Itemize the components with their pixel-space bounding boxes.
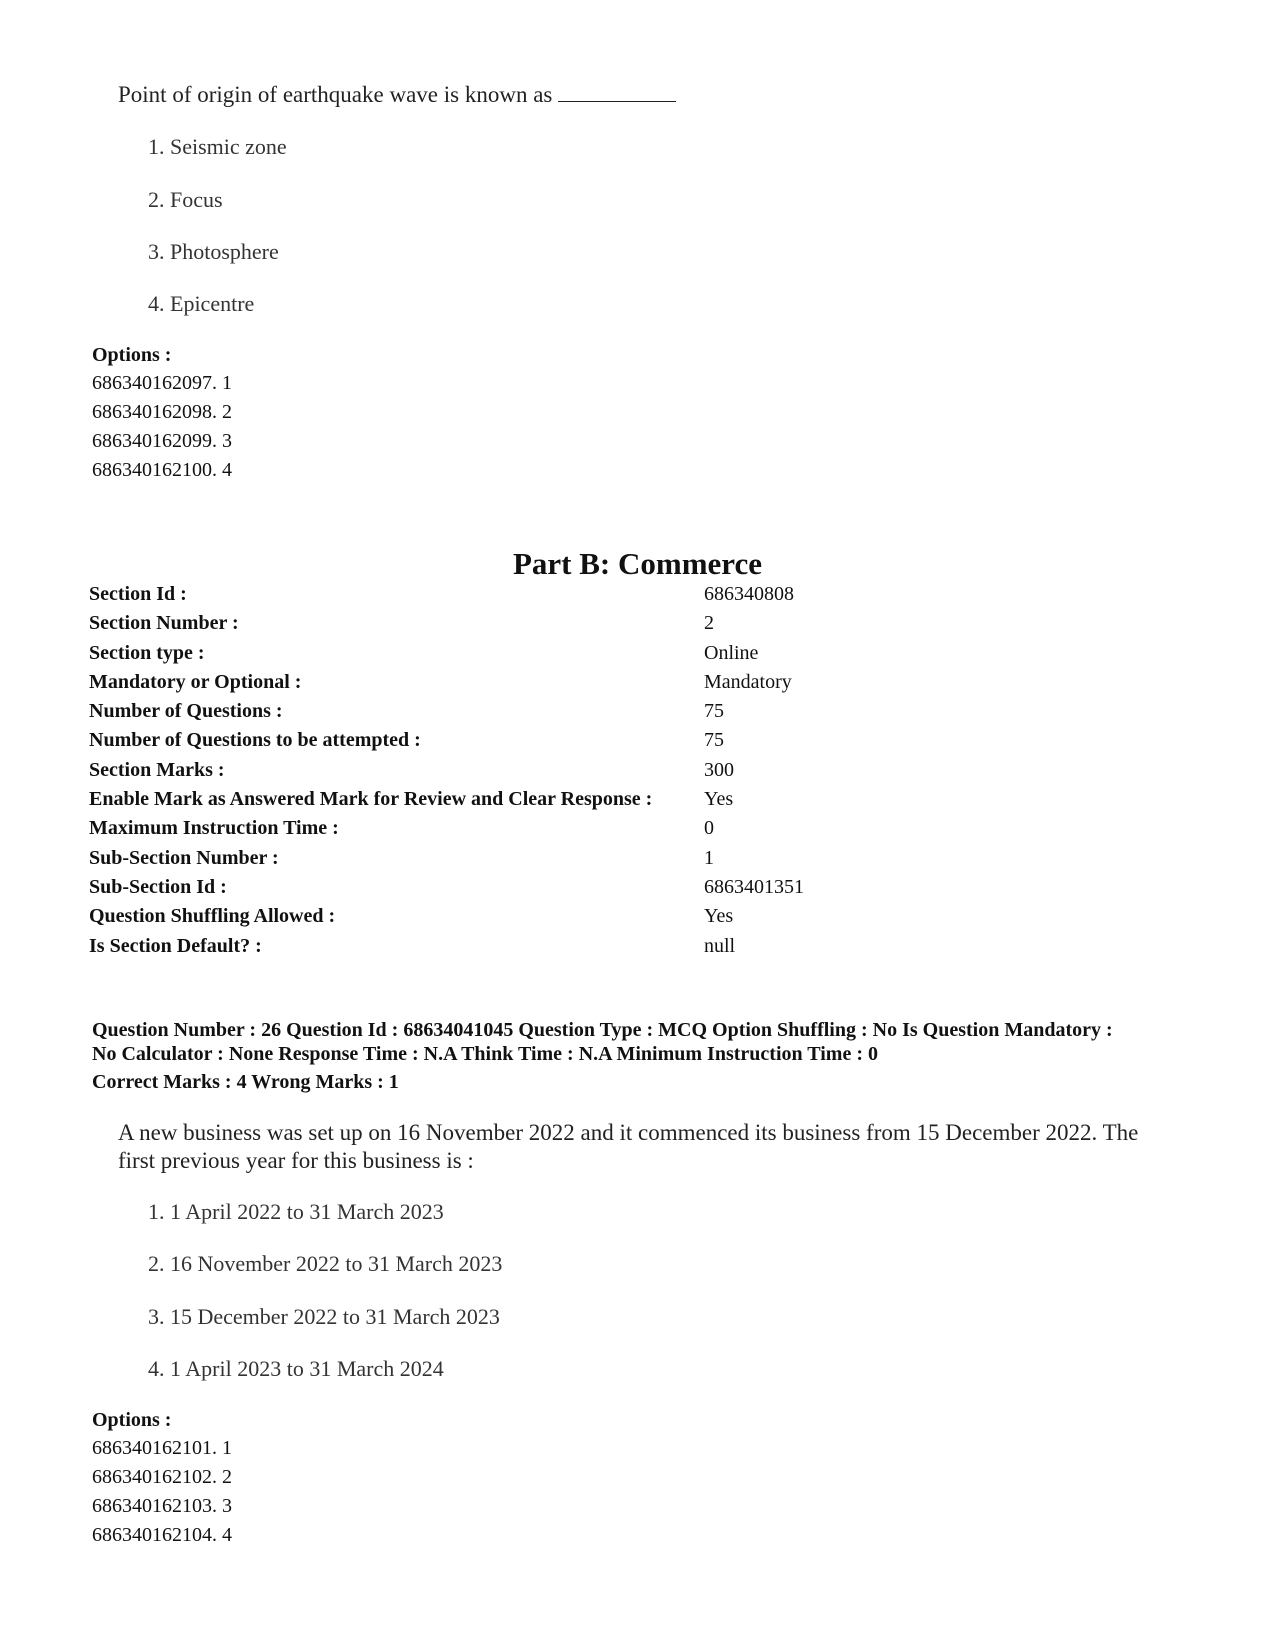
- section-info-value: 75: [704, 729, 724, 752]
- q2-choice-2: 2. 16 November 2022 to 31 March 2023: [148, 1251, 503, 1276]
- section-info-row: [89, 726, 1189, 755]
- section-info-row: [89, 609, 1189, 638]
- section-info-table: [89, 580, 1189, 961]
- q2-options-label: Options :: [92, 1409, 172, 1431]
- section-info-value: 300: [704, 758, 734, 781]
- question-2-stem: [118, 1119, 1138, 1175]
- section-info-value: 1: [704, 846, 714, 869]
- q2-choice-4: 4. 1 April 2023 to 31 March 2024: [148, 1356, 444, 1381]
- section-info-value: 6863401351: [704, 875, 804, 898]
- q2-meta-line-2: No Calculator : None Response Time : N.A Think Time : N.A Minimum Instruction Time : 0: [92, 1043, 878, 1065]
- part-title: Part B: Commerce: [512, 546, 763, 581]
- section-info-key: Maximum Instruction Time :: [89, 817, 339, 840]
- section-info-row: [89, 668, 1189, 697]
- q1-option-1: 686340162097. 1: [92, 372, 232, 394]
- section-info-row: [89, 932, 1189, 961]
- q1-choice-2: 2. Focus: [148, 187, 223, 212]
- section-info-value: Online: [704, 641, 759, 664]
- section-info-key: Number of Questions to be attempted :: [89, 729, 421, 752]
- section-info-row: [89, 580, 1189, 609]
- section-info-key: Sub-Section Number :: [89, 846, 279, 869]
- section-info-value: Yes: [704, 788, 734, 811]
- section-info-value: 0: [704, 817, 714, 840]
- q1-choice-1: 1. Seismic zone: [148, 134, 287, 159]
- section-info-row: [89, 639, 1189, 668]
- q2-option-1: 686340162101. 1: [92, 1437, 232, 1459]
- section-info-key: Section type :: [89, 641, 205, 664]
- q2-option-2: 686340162102. 2: [92, 1466, 232, 1488]
- q2-stem-line-2: first previous year for this business is :: [118, 1148, 474, 1173]
- q2-choice-1: 1. 1 April 2022 to 31 March 2023: [148, 1199, 444, 1224]
- question-1-stem: Point of origin of earthquake wave is known as: [118, 82, 676, 108]
- q2-stem-line-1: A new business was set up on 16 November 2022 and it commenced its business from 15 December 2022. The: [118, 1120, 1139, 1145]
- section-info-row: [89, 756, 1189, 785]
- section-info-value: 686340808: [704, 583, 794, 605]
- q2-marks: Correct Marks : 4 Wrong Marks : 1: [92, 1071, 399, 1093]
- q2-choice-3: 3. 15 December 2022 to 31 March 2023: [148, 1304, 500, 1329]
- section-info-key: Enable Mark as Answered Mark for Review and Clear Response :: [89, 788, 653, 811]
- q1-choice-3: 3. Photosphere: [148, 239, 279, 264]
- q2-meta-line-1: Question Number : 26 Question Id : 68634041045 Question Type : MCQ Option Shuffling : No Is Question Mandatory :: [92, 1019, 1113, 1041]
- section-info-row: [89, 697, 1189, 726]
- q1-option-4: 686340162100. 4: [92, 459, 232, 481]
- section-info-row: [89, 814, 1189, 843]
- q2-meta: [92, 1018, 1212, 1066]
- section-info-key: Section Marks :: [89, 758, 225, 781]
- section-info-row: [89, 873, 1189, 902]
- q1-option-3: 686340162099. 3: [92, 430, 232, 452]
- section-info-key: Is Section Default? :: [89, 934, 262, 957]
- section-info-key: Mandatory or Optional :: [89, 670, 302, 693]
- section-info-value: Mandatory: [704, 670, 792, 693]
- section-info-key: Section Number :: [89, 612, 239, 635]
- q1-options-list: [92, 369, 232, 485]
- section-info-row: [89, 902, 1189, 931]
- section-info-key: Section Id :: [89, 583, 187, 605]
- section-info-row: [89, 844, 1189, 873]
- q2-options-list: [92, 1434, 232, 1550]
- q1-choice-4: 4. Epicentre: [148, 291, 255, 316]
- section-info-row: [89, 785, 1189, 814]
- section-info-key: Question Shuffling Allowed :: [89, 905, 336, 928]
- section-info-value: null: [704, 934, 736, 957]
- q2-option-4: 686340162104. 4: [92, 1524, 232, 1546]
- section-info-key: Number of Questions :: [89, 700, 283, 723]
- q2-option-3: 686340162103. 3: [92, 1495, 232, 1517]
- q1-option-2: 686340162098. 2: [92, 401, 232, 423]
- section-info-value: 75: [704, 700, 724, 723]
- section-info-value: 2: [704, 612, 714, 635]
- answer-blank: [558, 83, 676, 102]
- q1-options-label: Options :: [92, 344, 172, 366]
- section-info-key: Sub-Section Id :: [89, 875, 227, 898]
- section-info-value: Yes: [704, 905, 734, 928]
